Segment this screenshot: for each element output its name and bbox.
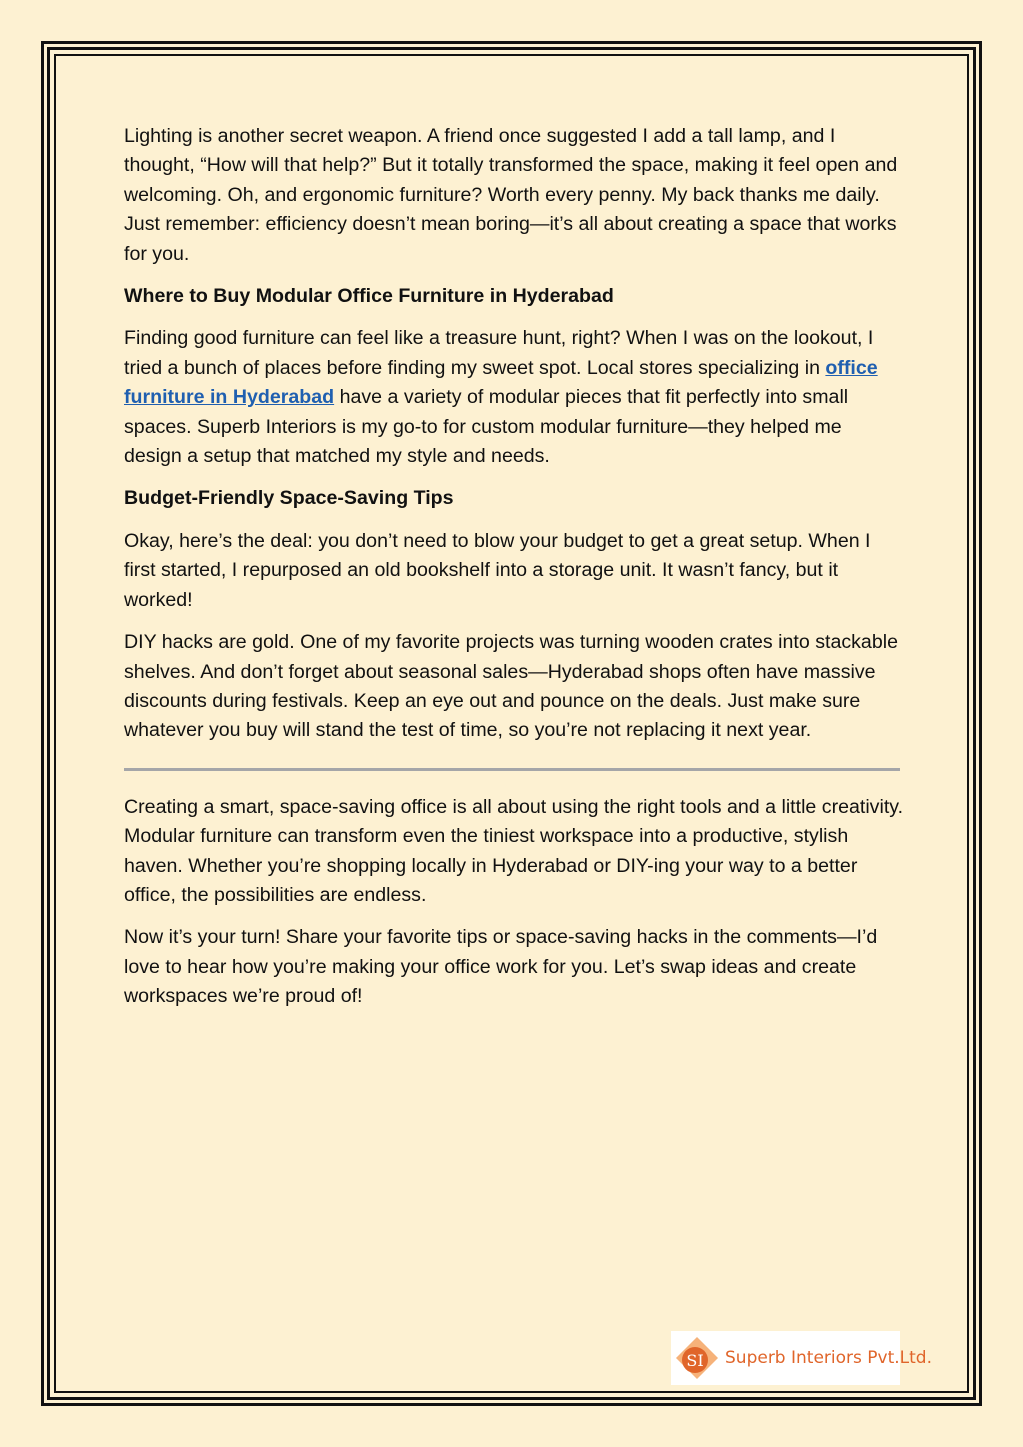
logo-mark-icon bbox=[675, 1336, 719, 1380]
company-logo bbox=[671, 1331, 932, 1385]
section-divider bbox=[124, 768, 900, 771]
office-furniture-link[interactable]: office furniture in Hyderabad bbox=[124, 356, 878, 409]
logo-initials: SI bbox=[686, 1351, 704, 1370]
heading-budget-tips: Budget-Friendly Space-Saving Tips bbox=[124, 487, 454, 510]
logo-company-name: Superb Interiors Pvt.Ltd. bbox=[725, 1348, 932, 1368]
paragraph-finding-furniture bbox=[124, 324, 904, 471]
article-body bbox=[124, 122, 904, 1025]
paragraph-text: have a variety of modular pieces that fit perfectly into small spaces. Superb Interiors is my go-to for custom modular furniture—they helped me design a setup that matched my style and needs. bbox=[124, 386, 849, 468]
paragraph-diy-hacks: DIY hacks are gold. One of my favorite projects was turning wooden crates into stackable shelves. And don’t forget about seasonal sales—Hyderabad shops often have massive discounts during festivals. Keep an eye out and pounce on the deals. Just make sure whatever you buy will stand the test of time, so you’re not replacing it next year. bbox=[124, 631, 898, 742]
paragraph-conclusion: Creating a smart, space-saving office is all about using the right tools and a little creativity. Modular furniture can transform even the tiniest workspace into a productive, stylish haven. Whether you’re shopping locally in Hyderabad or DIY-ing your way to a better office, the possibilities are endless. bbox=[124, 795, 904, 906]
paragraph-budget-deal: Okay, here’s the deal: you don’t need to blow your budget to get a great setup. When I first started, I repurposed an old bookshelf into a storage unit. It wasn’t fancy, but it worked! bbox=[124, 529, 871, 611]
paragraph-lighting: Lighting is another secret weapon. A friend once suggested I add a tall lamp, and I thought, “How will that help?” But it totally transformed the space, making it feel open and welcoming. Oh, and ergonomic furniture? Worth every penny. My back thanks me daily. Just remember: efficiency doesn’t mean boring—it’s all about creating a space that works for you. bbox=[124, 125, 898, 265]
paragraph-text: Finding good furniture can feel like a treasure hunt, right? When I was on the lookout, I tried a bunch of places before finding my sweet spot. Local stores specializing in bbox=[124, 327, 874, 379]
heading-where-to-buy: Where to Buy Modular Office Furniture in Hyderabad bbox=[124, 285, 614, 308]
paragraph-call-to-action: Now it’s your turn! Share your favorite tips or space-saving hacks in the comments—I’d love to hear how you’re making your office work for you. Let’s swap ideas and create workspaces we’re proud of! bbox=[124, 926, 878, 1008]
